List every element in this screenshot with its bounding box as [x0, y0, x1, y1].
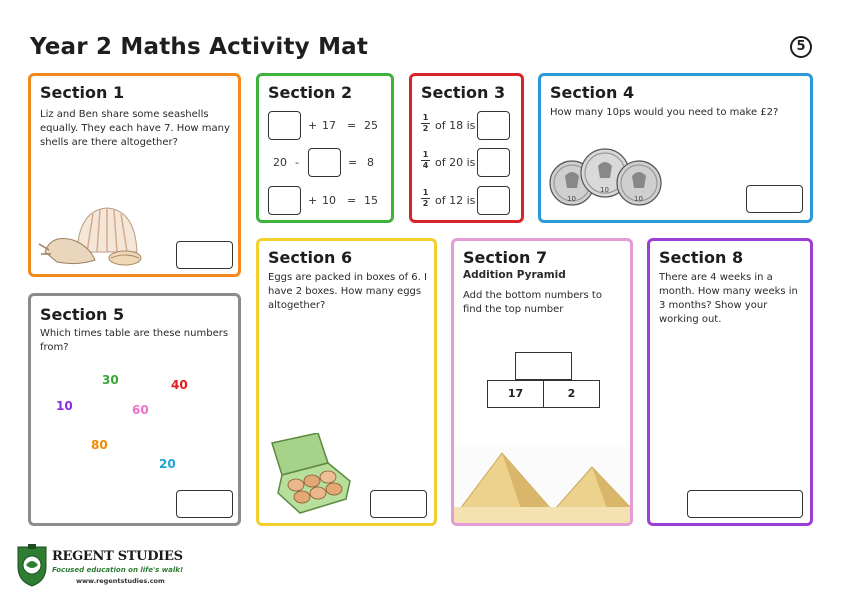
fraction-2-answer-box[interactable]	[477, 148, 510, 177]
section-1-answer-box[interactable]	[176, 241, 233, 269]
pyramids-icon	[454, 447, 630, 523]
equation-1-equals: =	[347, 119, 357, 132]
fraction-2: $\frac{1}{4}$	[422, 150, 429, 170]
egg-box-icon	[266, 433, 356, 518]
equation-2-result: 8	[367, 156, 374, 169]
section-8-card	[647, 238, 813, 526]
page-number-badge: 5	[790, 36, 812, 58]
times-number-5: 80	[91, 438, 108, 452]
section-6-answer-box[interactable]	[370, 490, 427, 518]
section-1-question: Liz and Ben share some seashells equally. They each have 7. How many shells are there altogether?	[40, 109, 230, 148]
section-1-heading: Section 1	[40, 83, 125, 102]
fraction-3-answer-box[interactable]	[477, 186, 510, 215]
equation-3-result: 15	[364, 194, 378, 207]
fraction-1-answer-box[interactable]	[477, 111, 510, 140]
equation-1-operator: +	[308, 119, 318, 132]
section-2-card	[256, 73, 394, 223]
section-2-equation-2	[268, 148, 378, 178]
fraction-2-text: of 20 is	[435, 156, 476, 169]
section-5-heading: Section 5	[40, 305, 125, 324]
equation-1-blank-box[interactable]	[268, 111, 301, 140]
section-4-question: How many 10ps would you need to make £2?	[550, 107, 779, 118]
section-1-card	[28, 73, 241, 277]
section-4-heading: Section 4	[550, 83, 635, 102]
equation-2-operator: -	[295, 156, 299, 169]
equation-1-number: 17	[322, 119, 336, 132]
section-8-question: There are 4 weeks in a month. How many weeks in 3 months? Show your working out.	[659, 272, 798, 325]
section-7-subheading: Addition Pyramid	[463, 269, 566, 281]
equation-2-left-number: 20	[273, 156, 287, 169]
section-6-heading: Section 6	[268, 248, 353, 267]
seashells-icon	[37, 200, 157, 270]
pyramid-top-box[interactable]	[515, 352, 572, 380]
equation-3-number: 10	[322, 194, 336, 207]
fraction-1: $\frac{1}{2}$	[422, 113, 429, 133]
section-2-heading: Section 2	[268, 83, 353, 102]
times-number-6: 20	[159, 457, 176, 471]
brand-tagline: Focused education on life's walk!	[52, 566, 184, 574]
section-5-card	[28, 293, 241, 526]
section-7-card	[451, 238, 633, 526]
section-6-question: Eggs are packed in boxes of 6. I have 2 boxes. How many eggs altogether?	[268, 272, 427, 311]
section-5-answer-box[interactable]	[176, 490, 233, 518]
times-number-4: 60	[132, 403, 149, 417]
equation-3-equals: =	[347, 194, 357, 207]
section-8-answer-box[interactable]	[687, 490, 803, 518]
section-4-card	[538, 73, 813, 223]
section-2-equation-1	[268, 111, 378, 141]
times-number-2: 40	[171, 378, 188, 392]
brand-url[interactable]: www.regentstudies.com	[76, 577, 165, 585]
coins-icon	[547, 138, 667, 213]
pyramid-bottom-right: 2	[543, 380, 600, 408]
fraction-3-text: of 12 is	[435, 194, 476, 207]
brand-name: REGENT STUDIES	[52, 549, 183, 564]
times-number-1: 30	[102, 373, 119, 387]
fraction-1-text: of 18 is	[435, 119, 476, 132]
coin-1-label: 10	[567, 195, 576, 203]
equation-3-operator: +	[308, 194, 318, 207]
regent-studies-logo-icon	[14, 543, 50, 587]
section-3-card	[409, 73, 524, 223]
equation-2-blank-box[interactable]	[308, 148, 341, 177]
section-7-question: Add the bottom numbers to find the top number	[463, 290, 602, 315]
section-4-answer-box[interactable]	[746, 185, 803, 213]
section-5-question: Which times table are these numbers from?	[40, 328, 229, 353]
equation-3-blank-box[interactable]	[268, 186, 301, 215]
section-2-equation-3	[268, 186, 378, 216]
section-6-card	[256, 238, 437, 526]
pyramid-bottom-left: 17	[487, 380, 544, 408]
section-8-heading: Section 8	[659, 248, 744, 267]
equation-2-equals: =	[348, 156, 358, 169]
equation-1-result: 25	[364, 119, 378, 132]
coin-2-label: 10	[600, 186, 609, 194]
fraction-3: $\frac{1}{2}$	[422, 188, 429, 208]
section-7-heading: Section 7	[463, 248, 548, 267]
section-3-heading: Section 3	[421, 83, 506, 102]
times-number-3: 10	[56, 399, 73, 413]
coin-3-label: 10	[634, 195, 643, 203]
page-title: Year 2 Maths Activity Mat	[30, 34, 369, 60]
